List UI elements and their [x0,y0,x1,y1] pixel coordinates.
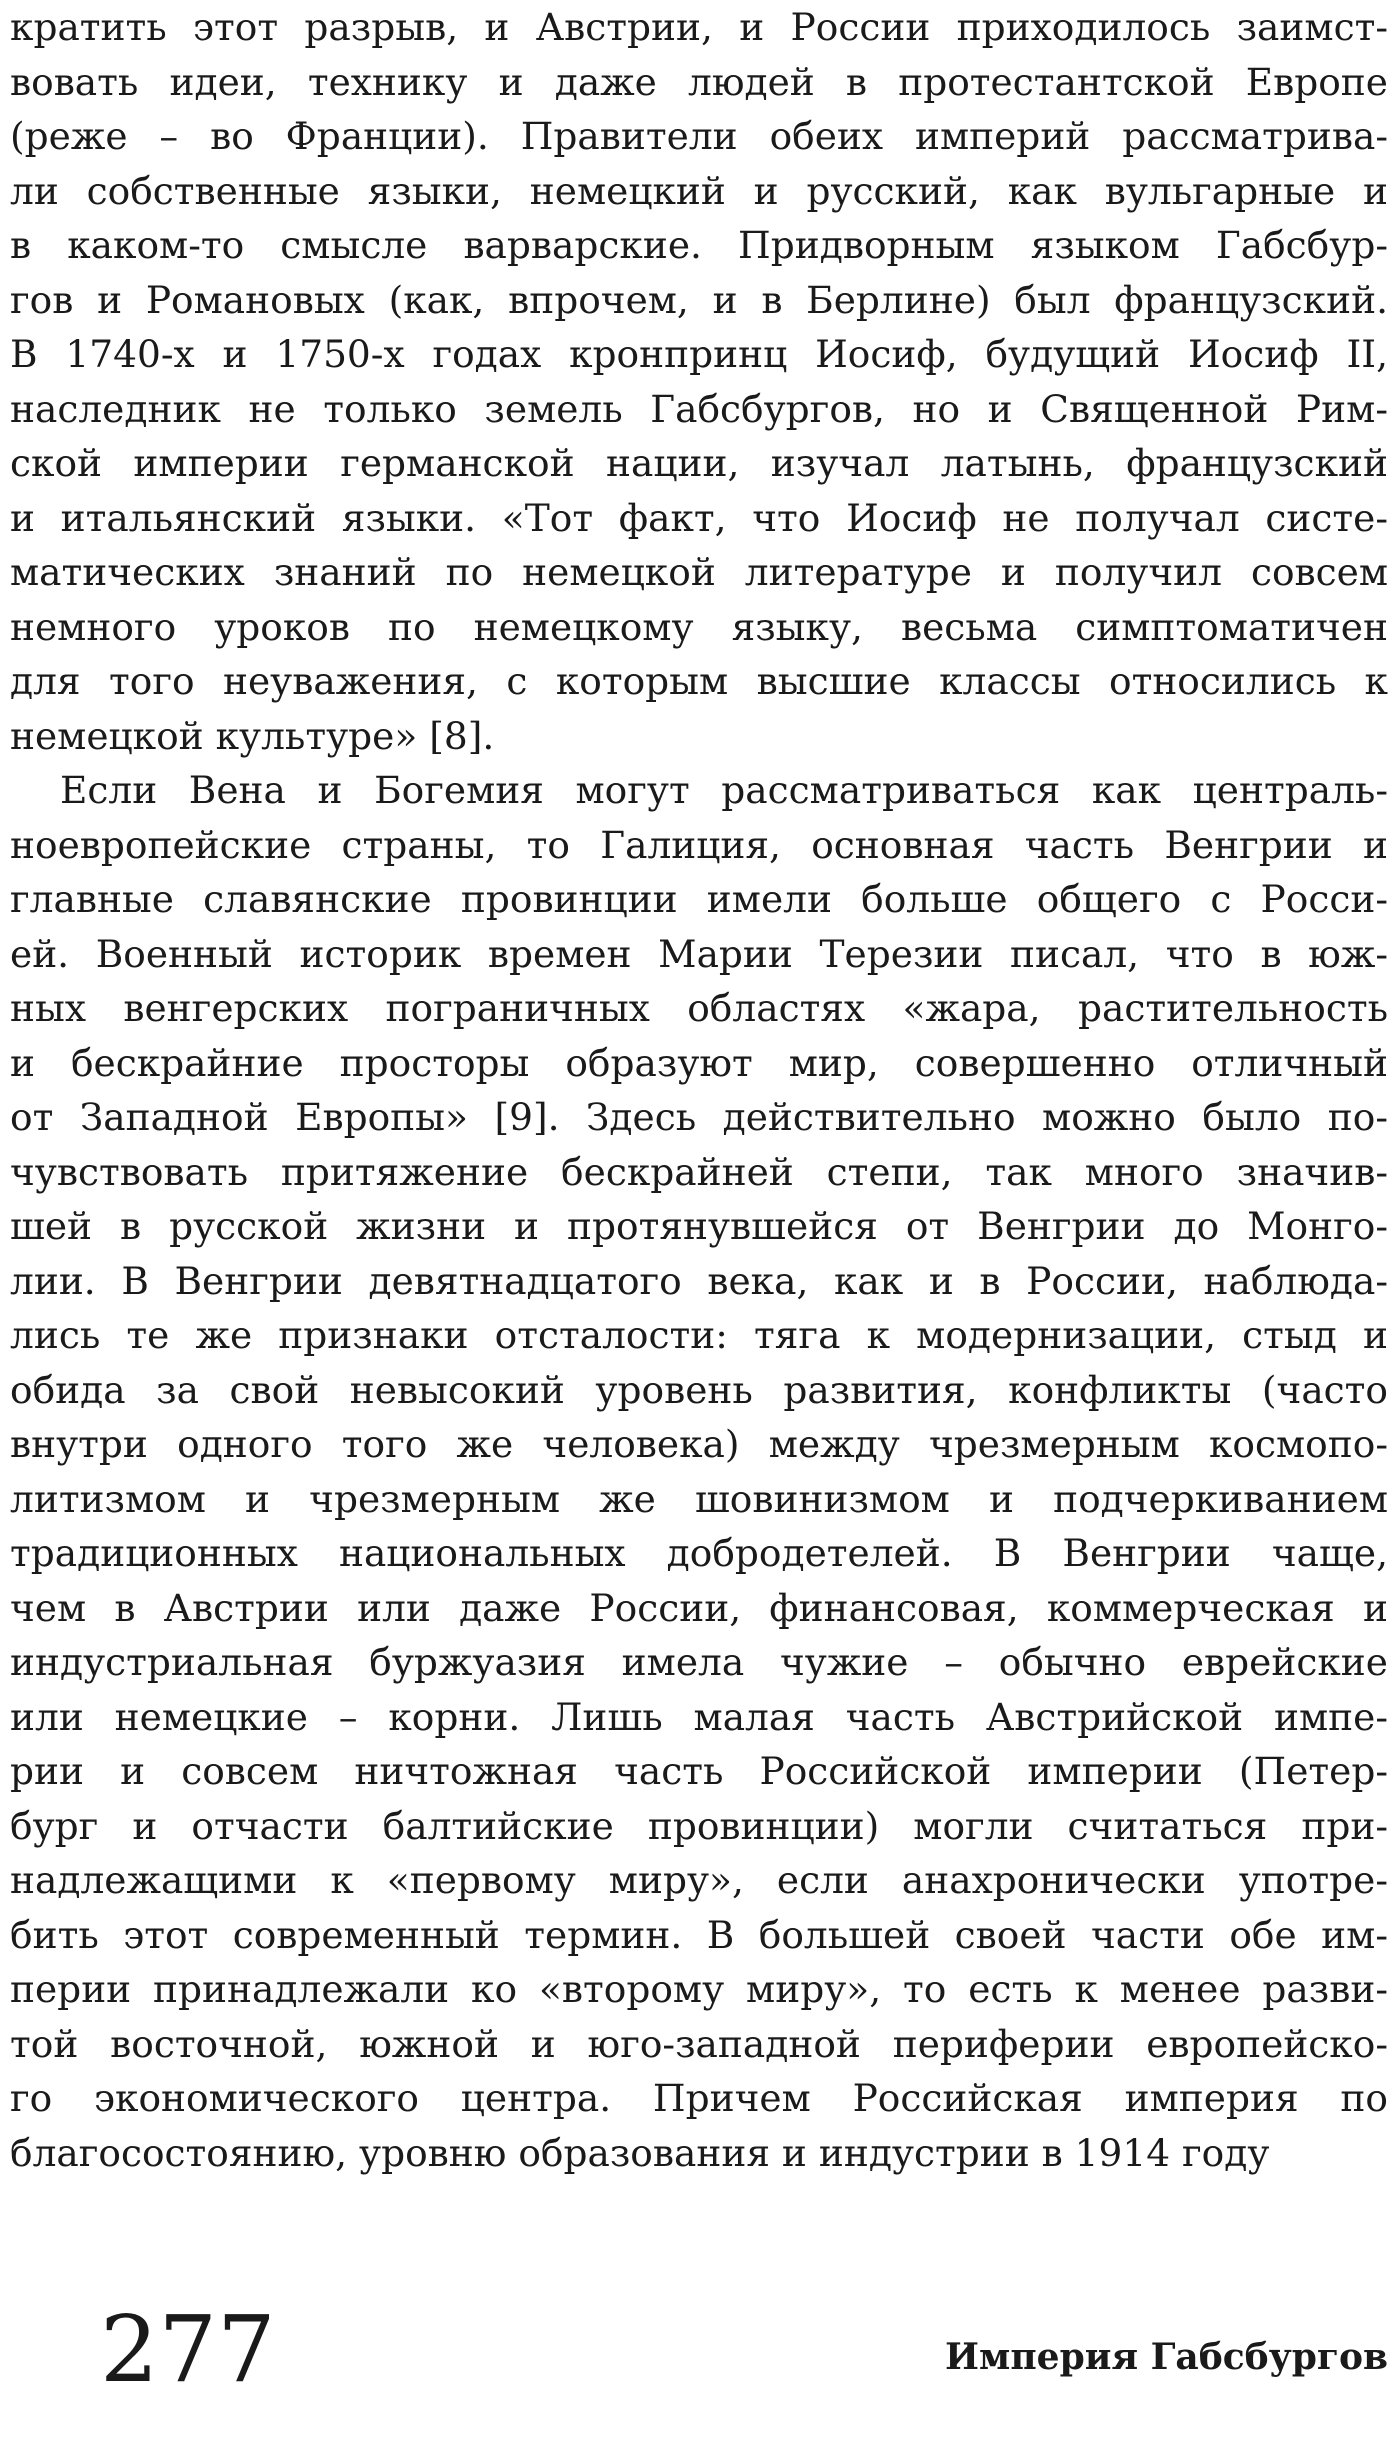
page-footer [0,2290,1398,2410]
text-line: обида за свой невысокий уровень развития, конфликты (часто [10,1367,1388,1412]
text-line: или немецкие – корни. Лишь малая часть Австрийской импе- [10,1694,1388,1739]
text-line: чувствовать притяжение бескрайней степи, так много значив- [10,1149,1388,1194]
text-line: индустриальная буржуазия имела чужие – обычно еврейские [10,1640,1388,1684]
text-line: от Западной Европы» [9]. Здесь действительно можно было по- [10,1095,1388,1139]
text-line: чем в Австрии или даже России, финансовая, коммерческая и [10,1585,1388,1630]
text-line: гов и Романовых (как, впрочем, и в Берлине) был французский. [10,277,1388,322]
text-line: бить этот современный термин. В большей своей части обе им- [10,1912,1388,1957]
text-line: ных венгерских пограничных областях «жара, растительность [10,986,1388,1030]
text-line: В 1740-х и 1750-х годах кронпринц Иосиф, будущий Иосиф II, [10,332,1388,376]
paragraph [10,0,1388,763]
text-line: ей. Военный историк времен Марии Терезии писал, что в юж- [10,931,1388,976]
text-line: кратить этот разрыв, и Австрии, и России приходилось заимст- [10,5,1388,49]
text-line: го экономического центра. Причем Российская империя по [10,2076,1388,2120]
text-line: перии принадлежали ко «второму миру», то есть к менее разви- [10,1967,1388,2011]
paragraph [10,763,1388,2180]
text-line: шей в русской жизни и протянувшейся от Венгрии до Монго- [10,1204,1388,1248]
text-line: наследник не только земель Габсбургов, но и Священной Рим- [10,386,1388,431]
text-line: немецкой культуре» [8]. [10,713,495,758]
running-title: Империя Габсбургов [945,2336,1388,2378]
page-number: 277 [100,2296,276,2403]
body-text [10,0,1388,2180]
text-line: (реже – во Франции). Правители обеих империй рассматрива- [10,114,1388,158]
text-line: для того неуважения, с которым высшие классы относились к [10,659,1388,703]
text-line: бург и отчасти балтийские провинции) могли считаться при- [10,1803,1388,1848]
text-line: матических знаний по немецкой литературе и получил совсем [10,550,1388,594]
text-line: традиционных национальных добродетелей. В Венгрии чаще, [10,1531,1388,1575]
text-line: литизмом и чрезмерным же шовинизмом и подчеркиванием [10,1476,1388,1521]
text-line: благосостоянию, уровню образования и индустрии в 1914 году [10,2130,1270,2175]
text-line: внутри одного того же человека) между чрезмерным космопо- [10,1422,1388,1466]
text-line: надлежащими к «первому миру», если анахронически употре- [10,1858,1388,1902]
text-line: и бескрайние просторы образуют мир, совершенно отличный [10,1040,1388,1085]
text-line: ли собственные языки, немецкий и русский, как вульгарные и [10,168,1388,213]
text-line: вовать идеи, технику и даже людей в протестантской Европе [10,59,1388,104]
text-line: главные славянские провинции имели больше общего с Росси- [10,877,1388,921]
text-line: лись те же признаки отсталости: тяга к модернизации, стыд и [10,1313,1388,1357]
text-line: и итальянский языки. «Тот факт, что Иосиф не получал систе- [10,495,1388,540]
text-line: ноевропейские страны, то Галиция, основная часть Венгрии и [10,822,1388,867]
text-line: той восточной, южной и юго-западной периферии европейско- [10,2021,1388,2066]
text-line: рии и совсем ничтожная часть Российской империи (Петер- [10,1749,1388,1793]
text-line: в каком-то смысле варварские. Придворным языком Габсбур- [10,223,1388,267]
text-line: Если Вена и Богемия могут рассматриваться как централь- [60,768,1388,812]
text-line: ской империи германской нации, изучал латынь, французский [10,441,1388,485]
text-line: немного уроков по немецкому языку, весьма симптоматичен [10,604,1388,649]
text-line: лии. В Венгрии девятнадцатого века, как и в России, наблюда- [10,1258,1388,1303]
